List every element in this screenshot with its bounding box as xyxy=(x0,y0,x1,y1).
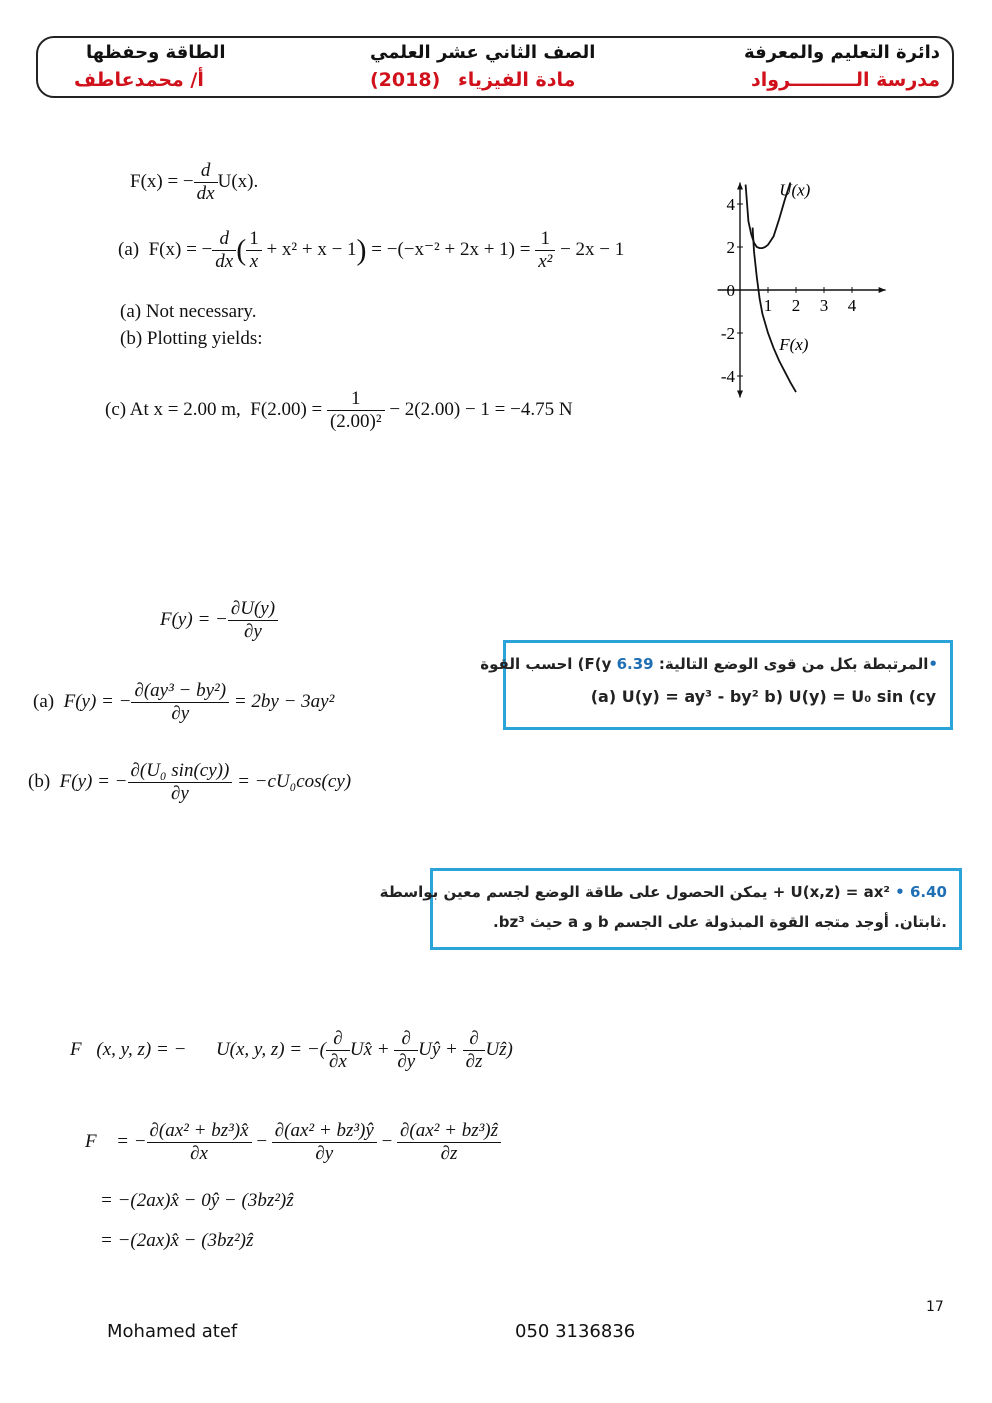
label-u: U(x) xyxy=(779,180,811,200)
force-step-1: = −(2ax)x̂ − 0ŷ − (3bz²)ẑ xyxy=(100,1190,294,1211)
question-box-6-39 xyxy=(480,640,953,730)
x-tick-label: 1 xyxy=(763,296,773,315)
y-tick-label: 0 xyxy=(726,281,735,300)
x-axis-arrow xyxy=(879,287,886,293)
y-axis-arrow-down xyxy=(737,391,743,398)
solution-a-x: (a) F(x) = − $\frac{d}{dx}$ ( $\frac{1}{x}$ + x² + x − 1) = −(−x⁻² + 2x + 1) = $\frac{1}{\text{x²}}$ − 2x − 1 xyxy=(118,228,625,272)
y-tick-label: 2 xyxy=(726,238,735,257)
note-b: (b) Plotting yields: xyxy=(120,328,263,349)
question-6-39-line1: احسب القوة (F(y المرتبطة بكل من قوى الوضع التالية: 6.39• xyxy=(480,655,938,673)
x-tick-label: 2 xyxy=(791,296,801,315)
header-school: مدرسة الــــــــــرواد xyxy=(751,69,940,91)
header-topic: الطاقة وحفظها xyxy=(86,42,226,63)
u-f-plot xyxy=(700,170,910,410)
force-definition-y: F(y) = − $\frac{\partial U(y)}{\partial y}$ xyxy=(160,598,278,643)
question-6-39-line2: (a) U(y) = ay³ - by² b) U(y) = U₀ sin (cy xyxy=(590,687,936,706)
note-a: (a) Not necessary. xyxy=(120,301,257,322)
y-tick-label: 4 xyxy=(726,195,735,214)
page-header xyxy=(36,36,954,98)
footer-phone: 050 3136836 xyxy=(515,1321,636,1342)
gradient-equation: F⃗(x, y, z) = −∇⃗U(x, y, z) = −( $\frac{\partial}{\partial x}$ Ux̂ + $\frac{\partial}{\partial y}$ Uŷ + $\frac{\partial}{\partial z}$ Uẑ) xyxy=(70,1028,513,1072)
footer-author: Mohamed atef xyxy=(107,1321,238,1342)
header-subject: مادة الفيزياء xyxy=(458,69,576,91)
series-f-line xyxy=(753,228,796,393)
solution-a-y: (a) F(y) = − $\frac{\text{∂(ay³ − by²)}}{\partial y}$ = 2by − 3ay² xyxy=(33,680,335,724)
question-6-40-line1: يمكن الحصول على طاقة الوضع لجسم معين بواسطة + U(x,z) = ax² • 6.40 xyxy=(379,883,947,901)
header-grade: الصف الثاني عشر العلمي xyxy=(370,42,596,63)
header-teacher: أ/ محمدعاطف xyxy=(74,69,204,91)
force-result: = −(2ax)x̂ − (3bz²)ẑ xyxy=(100,1230,254,1251)
header-year: (2018) xyxy=(370,69,441,91)
question-6-40-line2: .bz³ حيث a و b ثابتان. أوجد متجه القوة المبذولة على الجسم. xyxy=(493,913,947,931)
page-number: 17 xyxy=(926,1299,944,1315)
label-f: F(x) xyxy=(779,335,809,355)
x-tick-label: 3 xyxy=(819,296,829,315)
solution-b-y: (b) F(y) = − $\frac{\text{∂(U₀ sin(cy))}}{\partial y}$ = −cU₀cos(cy) xyxy=(28,760,352,804)
y-axis-arrow-up xyxy=(737,183,743,190)
header-ministry: دائرة التعليم والمعرفة xyxy=(743,42,940,63)
force-expansion: F⃗ = − $\frac{\text{∂(ax² + bz³)x̂}}{\partial x}$ − $\frac{\text{∂(ax² + bz³)ŷ}}{\partial y}$ − $\frac{\text{∂(ax² + bz³)ẑ}}{\partial z}$ xyxy=(85,1120,501,1165)
x-tick-label: 4 xyxy=(847,296,857,315)
force-definition-x: F(x) = − $\frac{d}{dx}$ U(x). xyxy=(130,160,259,204)
question-box-6-40 xyxy=(379,868,962,950)
y-tick-label: -4 xyxy=(720,367,735,386)
y-tick-label: -2 xyxy=(720,324,735,343)
solution-c: (c) At x = 2.00 m, F(2.00) = $\frac{1}{\text{(2.00)²}}$ − 2(2.00) − 1 = −4.75 N xyxy=(105,388,573,432)
question-6-39-number: 6.39• xyxy=(616,655,938,673)
question-6-40-number: • 6.40 xyxy=(895,883,947,901)
